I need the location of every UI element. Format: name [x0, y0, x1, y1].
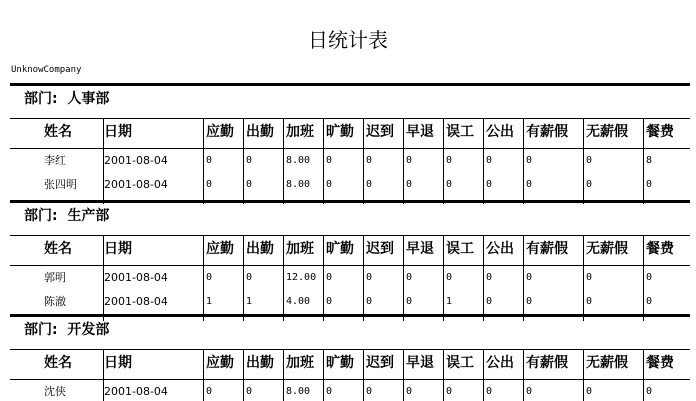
column-header: 公出	[486, 355, 514, 371]
header-bottom-rule	[10, 148, 690, 149]
column-header: 迟到	[366, 355, 394, 371]
employee-name: 沈侠	[44, 385, 66, 398]
date-cell: 2001-08-04	[104, 154, 168, 167]
report-title: 日统计表	[308, 28, 388, 52]
section-rule	[10, 83, 690, 86]
value-cell: 0	[326, 296, 333, 307]
value-cell: 0	[446, 155, 453, 166]
department-name: 开发部	[67, 322, 110, 338]
value-cell: 0	[206, 386, 213, 397]
value-cell: 0	[366, 386, 373, 397]
department-label: 部门:	[24, 208, 58, 224]
header-bottom-rule	[10, 379, 690, 380]
value-cell: 0	[586, 272, 593, 283]
column-header: 日期	[104, 241, 132, 257]
column-header: 加班	[286, 241, 314, 257]
column-header: 出勤	[246, 355, 274, 371]
value-cell: 0	[406, 155, 413, 166]
column-header: 公出	[486, 241, 514, 257]
table-row	[0, 178, 696, 194]
value-cell: 0	[206, 179, 213, 190]
value-cell: 0	[406, 272, 413, 283]
column-header: 有薪假	[526, 124, 568, 140]
value-cell: 0	[586, 386, 593, 397]
value-cell: 8	[646, 155, 653, 166]
value-cell: 0	[526, 386, 533, 397]
value-cell: 0	[446, 272, 453, 283]
column-header: 应勤	[206, 355, 234, 371]
department-label: 部门:	[24, 322, 58, 338]
value-cell: 0	[246, 386, 253, 397]
table-row	[0, 154, 696, 170]
department-heading	[24, 207, 109, 225]
value-cell: 0	[486, 296, 493, 307]
value-cell: 12.00	[286, 272, 317, 283]
value-cell: 0	[526, 179, 533, 190]
value-cell: 8.00	[286, 155, 311, 166]
section-rule	[10, 200, 690, 203]
column-header: 应勤	[206, 241, 234, 257]
value-cell: 0	[206, 155, 213, 166]
column-header: 无薪假	[586, 124, 628, 140]
column-header: 旷勤	[326, 355, 354, 371]
value-cell: 0	[326, 272, 333, 283]
department-name: 生产部	[67, 208, 110, 224]
date-cell: 2001-08-04	[104, 295, 168, 308]
column-header: 餐费	[646, 124, 674, 140]
value-cell: 0	[646, 386, 653, 397]
value-cell: 8.00	[286, 386, 311, 397]
column-header: 旷勤	[326, 241, 354, 257]
value-cell: 1	[446, 296, 453, 307]
department-name: 人事部	[67, 91, 110, 107]
value-cell: 0	[586, 296, 593, 307]
value-cell: 0	[366, 179, 373, 190]
value-cell: 0	[406, 386, 413, 397]
value-cell: 0	[326, 386, 333, 397]
column-header: 出勤	[246, 241, 274, 257]
column-header: 加班	[286, 124, 314, 140]
column-header: 出勤	[246, 124, 274, 140]
column-header: 迟到	[366, 241, 394, 257]
date-cell: 2001-08-04	[104, 385, 168, 398]
value-cell: 0	[246, 155, 253, 166]
value-cell: 0	[526, 296, 533, 307]
table-row	[0, 385, 696, 401]
value-cell: 0	[366, 296, 373, 307]
value-cell: 0	[366, 272, 373, 283]
column-header: 应勤	[206, 124, 234, 140]
column-header: 误工	[446, 355, 474, 371]
value-cell: 8.00	[286, 179, 311, 190]
value-cell: 0	[246, 272, 253, 283]
column-header: 餐费	[646, 355, 674, 371]
department-heading	[24, 90, 109, 108]
header-top-rule	[10, 349, 690, 350]
employee-name: 郭明	[44, 271, 66, 284]
date-cell: 2001-08-04	[104, 271, 168, 284]
column-header: 无薪假	[586, 241, 628, 257]
employee-name: 李红	[44, 154, 66, 167]
column-header: 日期	[104, 355, 132, 371]
value-cell: 1	[206, 296, 213, 307]
value-cell: 0	[646, 179, 653, 190]
value-cell: 0	[586, 179, 593, 190]
value-cell: 0	[526, 155, 533, 166]
value-cell: 0	[406, 179, 413, 190]
column-header: 公出	[486, 124, 514, 140]
column-header: 姓名	[44, 241, 72, 257]
department-label: 部门:	[24, 91, 58, 107]
section-rule	[10, 314, 690, 317]
column-header: 无薪假	[586, 355, 628, 371]
employee-name: 陈澈	[44, 295, 66, 308]
header-top-rule	[10, 118, 690, 119]
column-header: 误工	[446, 124, 474, 140]
value-cell: 0	[446, 179, 453, 190]
value-cell: 0	[646, 272, 653, 283]
value-cell: 0	[646, 296, 653, 307]
table-row	[0, 271, 696, 287]
column-header: 日期	[104, 124, 132, 140]
value-cell: 0	[406, 296, 413, 307]
column-header: 早退	[406, 124, 434, 140]
value-cell: 1	[246, 296, 253, 307]
value-cell: 0	[486, 179, 493, 190]
value-cell: 4.00	[286, 296, 311, 307]
employee-name: 张四明	[44, 178, 77, 191]
value-cell: 0	[446, 386, 453, 397]
company-name: UnknowCompany	[11, 65, 82, 75]
column-header: 有薪假	[526, 241, 568, 257]
value-cell: 0	[366, 155, 373, 166]
value-cell: 0	[486, 386, 493, 397]
table-row	[0, 295, 696, 311]
header-bottom-rule	[10, 265, 690, 266]
value-cell: 0	[326, 155, 333, 166]
value-cell: 0	[526, 272, 533, 283]
column-header: 加班	[286, 355, 314, 371]
value-cell: 0	[326, 179, 333, 190]
value-cell: 0	[486, 155, 493, 166]
column-header: 旷勤	[326, 124, 354, 140]
date-cell: 2001-08-04	[104, 178, 168, 191]
column-header: 迟到	[366, 124, 394, 140]
column-header: 姓名	[44, 355, 72, 371]
value-cell: 0	[246, 179, 253, 190]
column-header: 姓名	[44, 124, 72, 140]
department-heading	[24, 321, 109, 339]
value-cell: 0	[586, 155, 593, 166]
column-header: 早退	[406, 355, 434, 371]
header-top-rule	[10, 235, 690, 236]
value-cell: 0	[486, 272, 493, 283]
column-header: 餐费	[646, 241, 674, 257]
column-header: 误工	[446, 241, 474, 257]
value-cell: 0	[206, 272, 213, 283]
column-header: 有薪假	[526, 355, 568, 371]
column-header: 早退	[406, 241, 434, 257]
